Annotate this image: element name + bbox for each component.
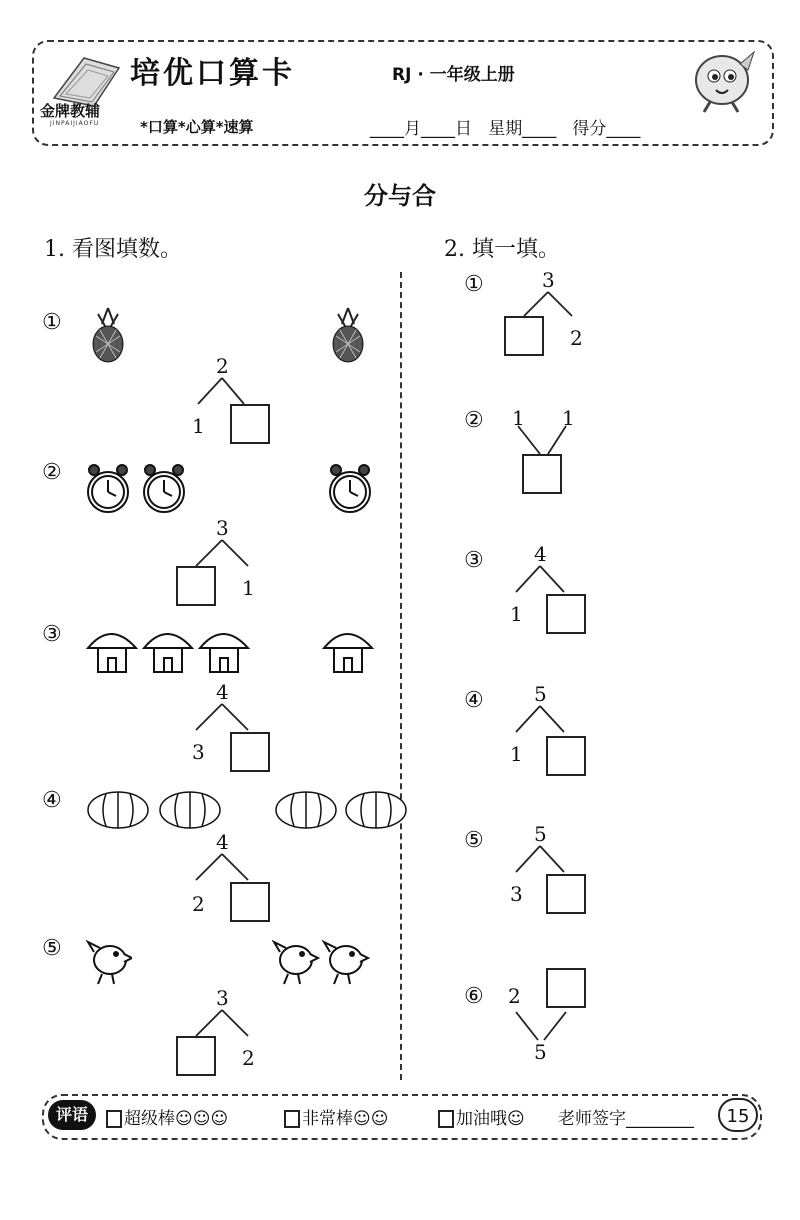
- edition-label: RJ · 一年级上册: [392, 65, 515, 85]
- q1-item5-answer-box[interactable]: [176, 1036, 216, 1076]
- q2-item5-marker: ⑤: [464, 828, 484, 853]
- q2-item2-part-right: 1: [562, 406, 575, 430]
- q1-item4-part-left: 2: [192, 892, 205, 916]
- date-score-line: ____月____日 星期____ 得分____: [370, 119, 641, 139]
- q1-item4-answer-box[interactable]: [230, 882, 270, 922]
- pineapple-icon: [88, 306, 128, 364]
- q1-item3-marker: ③: [42, 622, 62, 647]
- q2-item2-part-left: 1: [512, 406, 525, 430]
- q2-item6-total: 5: [534, 1040, 547, 1064]
- rating-option-keep-going[interactable]: 加油哦☺: [438, 1104, 525, 1129]
- q2-item5-total: 5: [534, 822, 547, 846]
- q1-item2-part-right: 1: [242, 576, 255, 600]
- q2-item2-answer-box[interactable]: [522, 454, 562, 494]
- q1-item5-total: 3: [216, 986, 229, 1010]
- q2-item4-answer-box[interactable]: [546, 736, 586, 776]
- q2-item1-marker: ①: [464, 272, 484, 297]
- bird-icon: [86, 934, 132, 988]
- rating-option-super[interactable]: 超级棒☺☺☺: [106, 1104, 228, 1129]
- q2-item6-marker: ⑥: [464, 984, 484, 1009]
- brand-name: 金牌教辅: [40, 102, 101, 120]
- q1-item1-marker: ①: [42, 310, 62, 335]
- rating-checkbox[interactable]: [284, 1110, 300, 1128]
- q1-item3-answer-box[interactable]: [230, 732, 270, 772]
- comment-label: 评语: [48, 1100, 96, 1130]
- page-title: 分与合: [364, 182, 436, 210]
- q1-item1-part-left: 1: [192, 414, 205, 438]
- mushroom-house-icon: [86, 620, 256, 680]
- q2-item5-answer-box[interactable]: [546, 874, 586, 914]
- bird-icon: [272, 934, 372, 988]
- rating-checkbox[interactable]: [438, 1110, 454, 1128]
- q1-item2-marker: ②: [42, 460, 62, 485]
- q1-item1-total: 2: [216, 354, 229, 378]
- q2-item3-part-left: 1: [510, 602, 523, 626]
- q2-item2-marker: ②: [464, 408, 484, 433]
- q1-item3-total: 4: [216, 680, 229, 704]
- brand-subtitle: JINPAIJIAOFU: [50, 120, 100, 127]
- q1-item4-total: 4: [216, 830, 229, 854]
- q2-item3-marker: ③: [464, 548, 484, 573]
- q2-item4-total: 5: [534, 682, 547, 706]
- q1-item4-marker: ④: [42, 788, 62, 813]
- alarm-clock-icon: [328, 460, 378, 518]
- q2-item4-part-left: 1: [510, 742, 523, 766]
- q1-item5-part-right: 2: [242, 1046, 255, 1070]
- alarm-clock-icon: [86, 460, 226, 518]
- q2-item4-marker: ④: [464, 688, 484, 713]
- q2-item5-part-left: 3: [510, 882, 523, 906]
- q2-item1-part-right: 2: [570, 326, 583, 350]
- q2-item1-total: 3: [542, 268, 555, 292]
- q1-item2-answer-box[interactable]: [176, 566, 216, 606]
- page-number: 15: [718, 1098, 758, 1132]
- teacher-signature[interactable]: 老师签字________: [558, 1109, 694, 1129]
- q1-item3-part-left: 3: [192, 740, 205, 764]
- question-2-title: 2. 填一填。: [444, 237, 560, 262]
- pineapple-icon: [328, 306, 368, 364]
- q2-item1-answer-box[interactable]: [504, 316, 544, 356]
- pumpkin-icon: [274, 786, 414, 830]
- q2-item6-part-left: 2: [508, 984, 521, 1008]
- card-title: 培优口算卡: [130, 56, 295, 91]
- question-1-title: 1. 看图填数。: [44, 237, 182, 262]
- q2-item3-total: 4: [534, 542, 547, 566]
- mushroom-house-icon: [322, 620, 378, 680]
- rating-checkbox[interactable]: [106, 1110, 122, 1128]
- q1-item2-total: 3: [216, 516, 229, 540]
- q1-item5-marker: ⑤: [42, 936, 62, 961]
- tagline: *口算*心算*速算: [140, 118, 254, 136]
- pumpkin-icon: [86, 786, 226, 830]
- rating-option-great[interactable]: 非常棒☺☺: [284, 1104, 388, 1129]
- q2-item3-answer-box[interactable]: [546, 594, 586, 634]
- q1-item1-answer-box[interactable]: [230, 404, 270, 444]
- q2-item6-answer-box[interactable]: [546, 968, 586, 1008]
